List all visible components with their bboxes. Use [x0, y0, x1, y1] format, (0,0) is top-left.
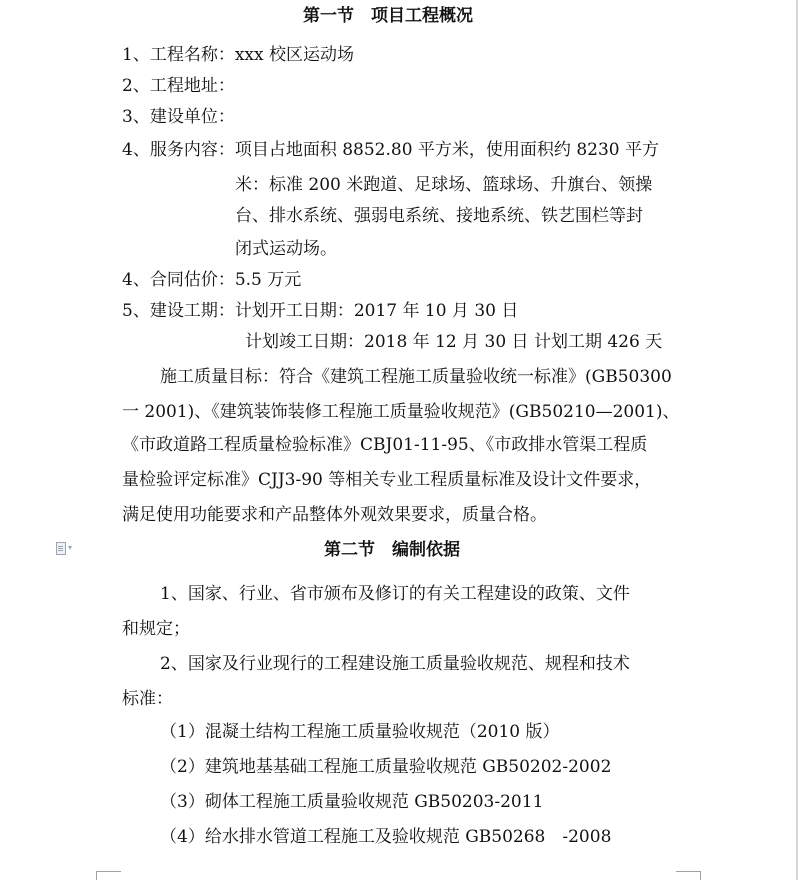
paragraph-marker[interactable]: [56, 541, 78, 555]
item-construction-period: 5、建设工期：计划开工日期：2017 年 10 月 30 日: [122, 301, 519, 321]
section-2-title: 第二节 编制依据: [324, 540, 460, 560]
page-corner-mark-left: [96, 871, 121, 880]
chevron-down-icon: ▾: [68, 543, 73, 552]
basis-paragraph-2-line2: 标准：: [122, 689, 173, 709]
basis-paragraph-1-line2: 和规定；: [122, 619, 190, 639]
item-service-content-line4: 闭式运动场。: [235, 239, 337, 259]
standard-list-item-1: （1）混凝土结构工程施工质量验收规范（2010 版）: [160, 722, 560, 742]
section-1-title: 第一节 项目工程概况: [303, 6, 473, 26]
basis-paragraph-2: 2、国家及行业现行的工程建设施工质量验收规范、规程和技术: [160, 654, 630, 674]
item-service-content-line2: 米：标准 200 米跑道、足球场、篮球场、升旗台、领操: [235, 175, 653, 195]
standard-list-item-3: （3）砌体工程施工质量验收规范 GB50203-2011: [160, 792, 544, 812]
quality-goal-line2: 一 2001)、《建筑装饰装修工程施工质量验收规范》(GB50210—2001)、: [122, 402, 680, 422]
item-construction-period-line2: 计划竣工日期：2018 年 12 月 30 日 计划工期 426 天: [245, 332, 663, 352]
item-contract-estimate: 4、合同估价：5.5 万元: [122, 270, 302, 290]
page-corner-mark-right: [676, 871, 701, 880]
item-construction-unit: 3、建设单位：: [122, 107, 235, 127]
item-service-content: 4、服务内容：项目占地面积 8852.80 平方米，使用面积约 8230 平方: [122, 140, 659, 160]
basis-paragraph-1: 1、国家、行业、省市颁布及修订的有关工程建设的政策、文件: [160, 584, 630, 604]
quality-goal-line1: 施工质量目标：符合《建筑工程施工质量验收统一标准》(GB50300: [160, 367, 672, 387]
item-service-content-line3: 台、排水系统、强弱电系统、接地系统、铁艺围栏等封: [235, 206, 643, 226]
quality-goal-line4: 量检验评定标准》CJJ3-90 等相关专业工程质量标准及设计文件要求，: [122, 470, 652, 490]
quality-goal-line5: 满足使用功能要求和产品整体外观效果要求，质量合格。: [122, 505, 547, 525]
standard-list-item-2: （2）建筑地基基础工程施工质量验收规范 GB50202-2002: [160, 757, 612, 777]
item-project-address: 2、工程地址：: [122, 76, 235, 96]
item-project-name: 1、工程名称：xxx 校区运动场: [122, 45, 354, 65]
quality-goal-line3: 《市政道路工程质量检验标准》CBJ01-11-95、《市政排水管渠工程质: [122, 435, 648, 455]
standard-list-item-4: （4）给水排水管道工程施工及验收规范 GB50268 -2008: [160, 827, 612, 847]
document-icon: [56, 542, 66, 555]
